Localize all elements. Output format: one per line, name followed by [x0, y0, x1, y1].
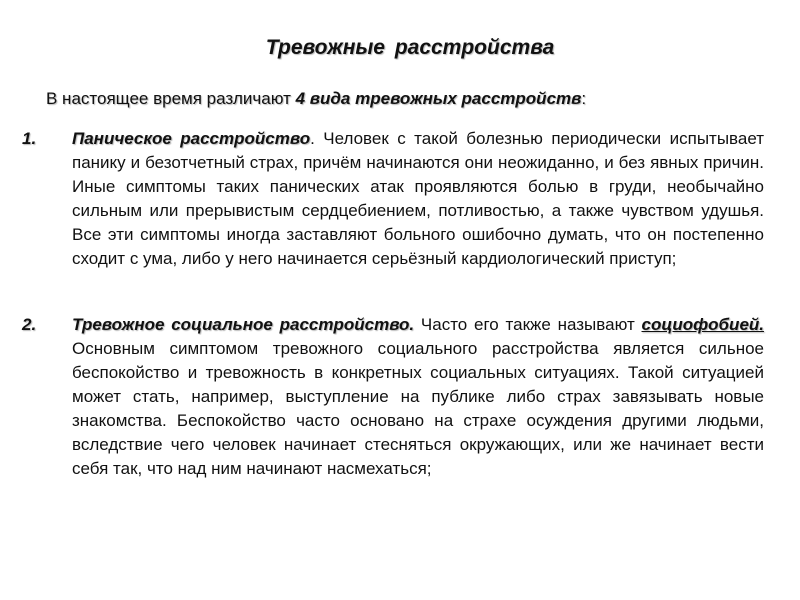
intro-suffix: :: [581, 89, 587, 108]
list-item-social-anxiety: [22, 313, 765, 481]
item-heading-tail: .: [310, 129, 315, 148]
item-text: Человек с такой болезнью периодически испытывает панику и безотчетный страх, причём начинаются они неожиданно, и без явных причин. Иные симптомы таких панических атак проявляются болью в груди, необычайно сильным или прерывистым сердцебиением, потливостью, а также чувством удушья. Все эти симптомы иногда заставляют больного ошибочно думать, что он постепенно сходит с ума, либо у него начинается серьёзный кардиологический приступ;: [72, 129, 765, 268]
intro-prefix: В настоящее время различают: [46, 89, 296, 108]
item-number: 1.: [22, 129, 37, 148]
list-item-panic-disorder: [22, 127, 765, 271]
slide-title: Тревожные расстройства: [265, 36, 555, 59]
item-heading: Паническое расстройство: [72, 129, 311, 148]
intro-emphasis: 4 вида тревожных расстройств: [295, 89, 582, 108]
intro-line: [46, 89, 766, 109]
item-text-before: Часто его также называют: [414, 315, 642, 334]
item-number: 2.: [22, 315, 37, 334]
item-term: социофобией.: [641, 315, 765, 334]
item-text-after: Основным симптомом тревожного социального расстройства является сильное беспокойство и тревожность в конкретных социальных ситуациях. Такой ситуацией может стать, например, выступление на публике либо страх завязывать новые знакомства. Беспокойство часто основано на страхе осуждения другими людьми, вследствие чего человек начинает стесняться окружающих, или же начинает вести себя так, что над ним начинают насмехаться;: [72, 339, 764, 478]
item-heading: Тревожное социальное расстройство.: [72, 315, 415, 334]
